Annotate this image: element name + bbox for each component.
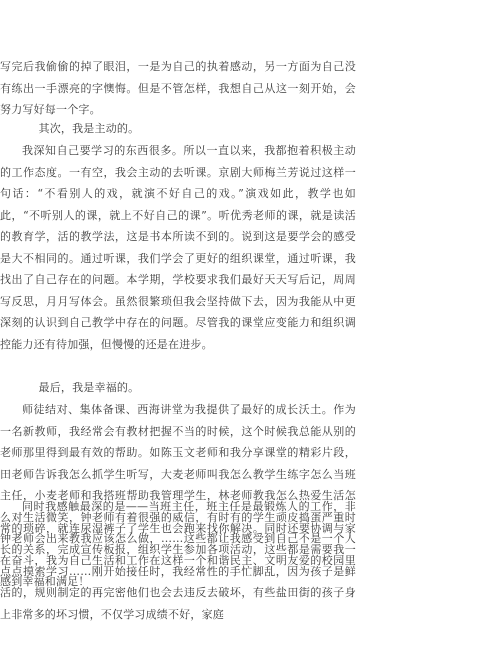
section-heading-last [0,377,356,399]
section-heading-second [0,118,356,140]
paragraph-text: 师徒结对、集体备课、西海讲堂为我提供了最好的成长沃土。作为一名新教师，我经常会有教材把握不当的时候，这个时候我总能从别的老师那里得到最有效的帮助。如陈玉文老师和我分享课堂的精彩片段，田老师告诉我怎么抓学生听写，大麦老师叫我怎么教学生练字怎么当班主任，小麦老师和我搭班帮助我管理学生，林老师教我怎么热爱生活怎么对生活微笑，钟老师有着很强的威信，有时有的学生顽皮捣蛋严重时钟老师会出来教我应该怎么做，……这些都让我感受到自己不是一个人在奋斗，我为自己生活和工作在这样一个和谐民主、文明友爱的校园里感到幸福和满足！ [0,403,356,588]
paragraph-class-teacher [0,496,356,625]
paragraph-proactive [0,140,356,355]
paragraph-text: 我深知自己要学习的东西很多。所以一直以来，我都抱着积极主动的工作态度。一有空，我会主动的去听课。京剧大师梅兰芳说过这样一句话：“不看别人的戏，就演不好自己的戏。”演戏如此，教学也如此，“不听别人的课，就上不好自己的课”。听优秀老师的课，就是读活的教育学，活的教学法，这是书本所读不到的。说到这是要学会的感受是大不相同的。通过听课，我们学会了更好的组织课堂，通过听课，我找出了自己存在的问题。本学期，学校要求我们最好天天写后记，周周写反思，月月写体会。虽然很繁琐但我会坚持做下去，因为我能从中更深刻的认识到自己教学中存在的问题。尽管我的课堂应变能力和组织调控能力还有待加强，但慢慢的还是在进步。 [0,144,356,351]
paragraph-text: 写完后我偷偷的掉了眼泪，一是为自己的执着感动，另一方面为自己没有练出一手漂亮的字懊悔。但是不管怎样，我想自己从这一刻开始，会努力写好每一个字。 [0,60,356,116]
paragraph-continuation [0,56,356,121]
paragraph-text: 同时我感触最深的是——当班主任，班主任是最锻炼人的工作，非常的琐碎，就连尿湿裤子了学生也会跑来找你解决。同时还要协调与家长的关系，完成宣传板报，组织学生参加各项活动，这些都是需要我一点点摸索学习……刚开始接任时，我经常性的手忙脚乱，因为孩子是鲜活的，规则制定的再完密他们也会去违反去破坏，有些盐田街的孩子身上非常多的坏习惯，不仅学习成绩不好，家庭 [0,500,356,621]
heading-text: 其次，我是主动的。 [38,122,140,135]
heading-text: 最后，我是幸福的。 [38,381,140,394]
